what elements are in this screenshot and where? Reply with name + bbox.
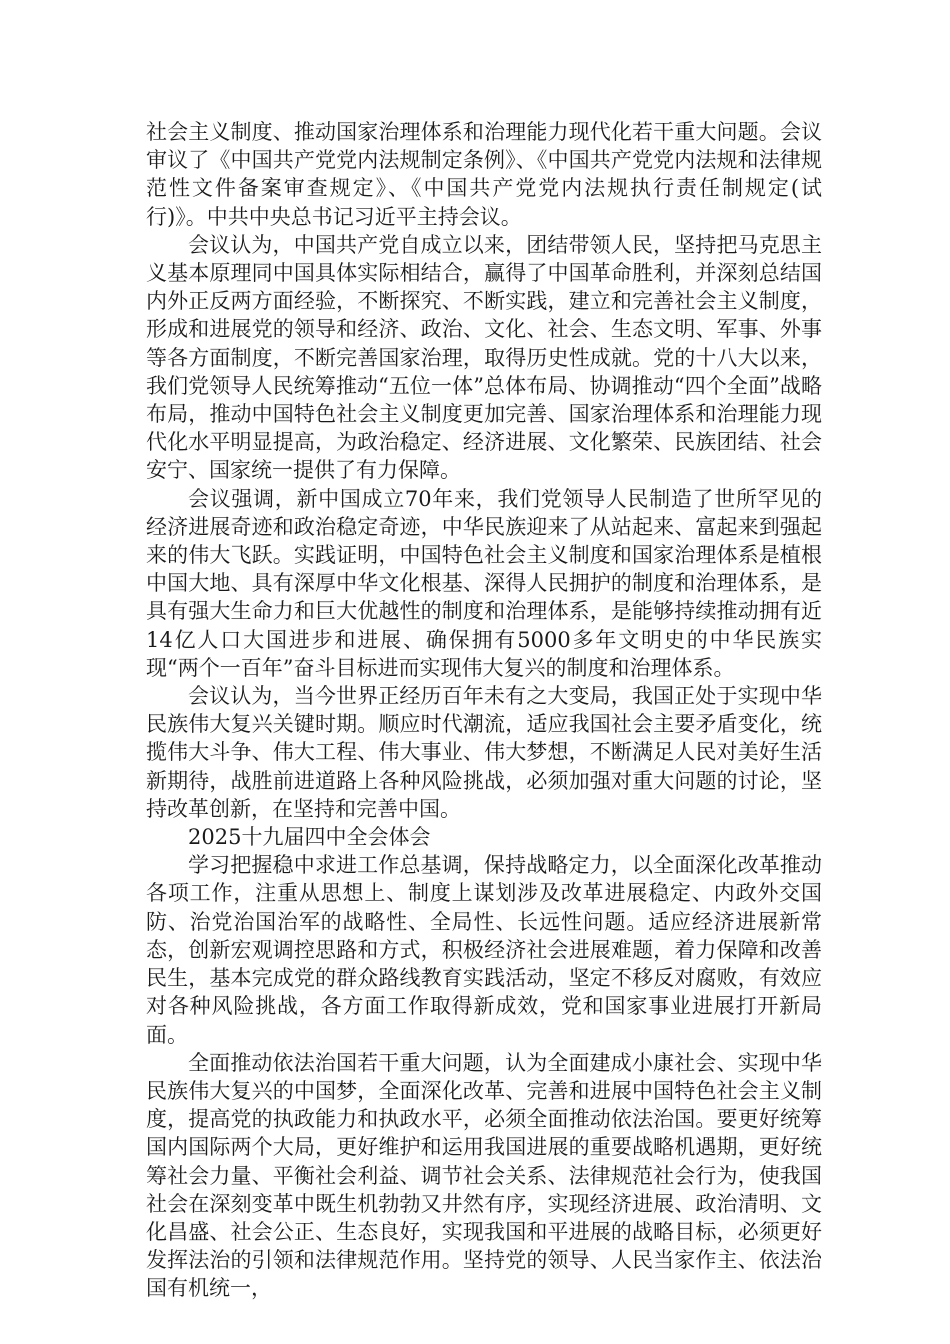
paragraph-history: 会议认为，中国共产党自成立以来，团结带领人民，坚持把马克思主义基本原理同中国具体实际相结合，赢得了中国革命胜利，并深刻总结国内外正反两方面经验，不断探究、不断实践，建立和完善社会主义制度，形成和进展党的领导和经济、政治、文化、社会、生态文明、军事、外事等各方面制度，不断完善国家治理，取得历史性成就。党的十八大以来，我们党领导人民统筹推动“五位一体”总体布局、协调推动“四个全面”战略布局，推动中国特色社会主义制度更加完善、国家治理体系和治理能力现代化水平明显提高，为政治稳定、经济进展、文化繁荣、民族团结、社会安宁、国家统一提供了有力保障。 — [146, 232, 822, 483]
section-heading: 2025十九届四中全会体会 — [188, 825, 431, 850]
paragraph-seventy-years: 会议强调，新中国成立70年来，我们党领导人民制造了世所罕见的经济进展奇迹和政治稳定奇迹，中华民族迎来了从站起来、富起来到强起来的伟大飞跃。实践证明，中国特色社会主义制度和国家治理体系是植根中国大地、具有深厚中华文化根基、深得人民拥护的制度和治理体系，是具有强大生命力和巨大优越性的制度和治理体系，是能够持续推动拥有近14亿人口大国进步和进展、确保拥有5000多年文明史的中华民族实现“两个一百年”奋斗目标进而实现伟大复兴的制度和治理体系。 — [146, 486, 822, 680]
paragraph-world-changes: 会议认为，当今世界正经历百年未有之大变局，我国正处于实现中华民族伟大复兴关键时期。顺应时代潮流，适应我国社会主要矛盾变化，统揽伟大斗争、伟大工程、伟大事业、伟大梦想，不断满足人民对美好生活新期待，战胜前进道路上各种风险挑战，必须加强对重大问题的讨论，坚持改革创新，在坚持和完善中国。 — [146, 684, 822, 821]
paragraph-rule-of-law: 全面推动依法治国若干重大问题，认为全面建成小康社会、实现中华民族伟大复兴的中国梦，全面深化改革、完善和进展中国特色社会主义制度，提高党的执政能力和执政水平，必须全面推动依法治国。要更好统筹国内国际两个大局，更好维护和运用我国进展的重要战略机遇期，更好统筹社会力量、平衡社会利益、调节社会关系、法律规范社会行为，使我国社会在深刻变革中既生机勃勃又井然有序，实现经济进展、政治清明、文化昌盛、社会公正、生态良好，实现我国和平进展的战略目标，必须更好发挥法治的引领和法律规范作用。坚持党的领导、人民当家作主、依法治国有机统一， — [146, 1050, 822, 1301]
paragraph-steady-progress: 学习把握稳中求进工作总基调，保持战略定力，以全面深化改革推动各项工作，注重从思想上、制度上谋划涉及改革进展稳定、内政外交国防、治党治国治军的战略性、全局性、长远性问题。适应经济进展新常态，创新宏观调控思路和方式，积极经济社会进展难题，着力保障和改善民生，基本完成党的群众路线教育实践活动，坚定不移反对腐败，有效应对各种风险挑战，各方面工作取得新成效，党和国家事业进展打开新局面。 — [146, 853, 822, 1047]
document-page — [146, 118, 822, 1303]
paragraph-intro: 社会主义制度、推动国家治理体系和治理能力现代化若干重大问题。会议审议了《中国共产党党内法规制定条例》、《中国共产党党内法规和法律规范性文件备案审查规定》、《中国共产党党内法规执行责任制规定(试行)》。中共中央总书记习近平主持会议。 — [146, 120, 822, 229]
